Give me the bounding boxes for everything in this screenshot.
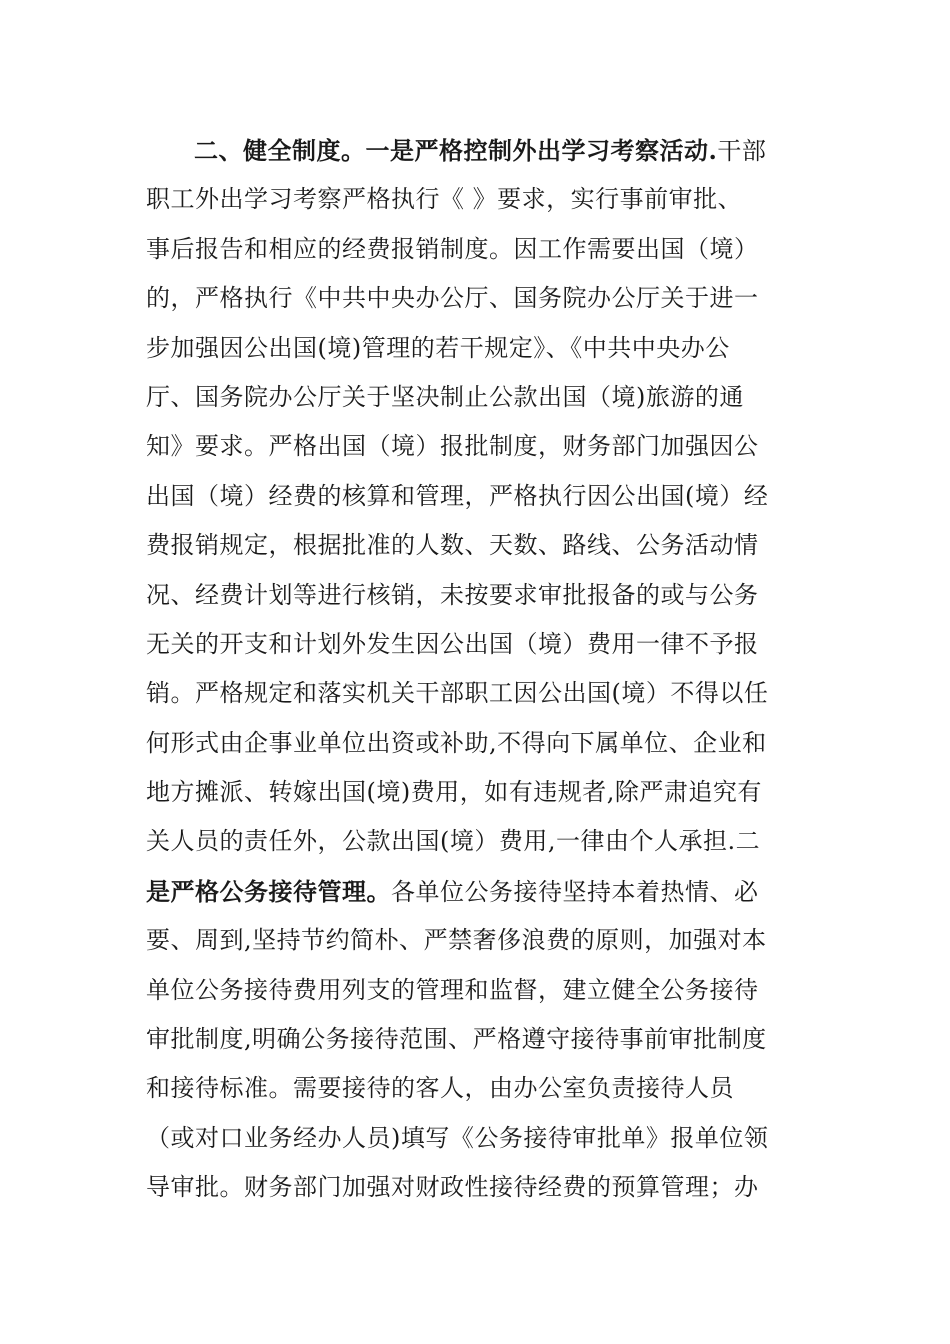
text-line (146, 1163, 806, 1212)
text-line (146, 175, 806, 224)
text-segment: 的，严格执行《中共中央办公厅、国务院办公厅关于进一 (146, 284, 759, 313)
text-line (146, 768, 806, 817)
text-segment: 费报销规定，根据批准的人数、天数、路线、公务活动情 (146, 531, 759, 560)
text-segment: 各单位公务接待坚持本着热情、必 (391, 877, 759, 906)
text-line (146, 373, 806, 422)
text-line (146, 126, 806, 175)
text-segment: 干部 (717, 137, 767, 165)
text-segment: 和接待标准。需要接待的客人，由办公室负责接待人员 (146, 1074, 734, 1103)
text-segment: 要、周到,坚持节约简朴、严禁奢侈浪费的原则，加强对本 (146, 926, 767, 955)
text-segment: 职工外出学习考察严格执行《 》要求，实行事前审批、 (146, 185, 743, 214)
text-segment: 步加强因公出国(境)管理的若干规定》、《中共中央办公 (146, 333, 730, 362)
text-segment: 出国（境）经费的核算和管理，严格执行因公出国(境）经 (146, 481, 769, 510)
text-segment: 知》要求。严格出国（境）报批制度，财务部门加强因公 (146, 432, 759, 461)
document-body (146, 126, 806, 1213)
text-segment: 事后报告和相应的经费报销制度。因工作需要出国（境） (146, 234, 759, 263)
text-line (146, 867, 806, 916)
text-line (146, 719, 806, 768)
text-line (146, 225, 806, 274)
section-heading: 二、健全制度。 (194, 136, 366, 165)
text-line (146, 966, 806, 1015)
text-line (146, 324, 806, 373)
text-segment: 销。严格规定和落实机关干部职工因公出国(境）不得以任 (146, 679, 769, 708)
text-line (146, 817, 806, 866)
text-segment: 厅、国务院办公厅关于坚决制止公款出国（境)旅游的通 (146, 382, 744, 411)
text-segment: 关人员的责任外，公款出国(境）费用,一律由个人承担.二 (146, 827, 761, 856)
text-line (146, 422, 806, 471)
text-line (146, 571, 806, 620)
text-line (146, 1015, 806, 1064)
text-line (146, 274, 806, 323)
text-line (146, 1064, 806, 1113)
text-line (146, 521, 806, 570)
text-line (146, 1114, 806, 1163)
text-line (146, 916, 806, 965)
text-segment: （或对口业务经办人员)填写《公务接待审批单》报单位领 (146, 1123, 769, 1152)
text-segment: 何形式由企事业单位出资或补助,不得向下属单位、企业和 (146, 728, 767, 757)
text-segment: 况、经费计划等进行核销，未按要求审批报备的或与公务 (146, 580, 759, 609)
text-line (146, 620, 806, 669)
text-segment: 导审批。财务部门加强对财政性接待经费的预算管理；办 (146, 1173, 759, 1202)
subsection-heading: 是严格公务接待管理。 (146, 876, 391, 906)
text-segment: 无关的开支和计划外发生因公出国（境）费用一律不予报 (146, 629, 759, 658)
subsection-heading: 一是严格控制外出学习考察活动. (365, 136, 718, 165)
text-segment: 单位公务接待费用列支的管理和监督，建立健全公务接待 (146, 975, 759, 1004)
text-line (146, 472, 806, 521)
text-segment: 地方摊派、转嫁出国(境)费用，如有违规者,除严肃追究有 (146, 778, 762, 807)
text-line (146, 669, 806, 718)
text-segment: 审批制度,明确公务接待范围、严格遵守接待事前审批制度 (146, 1025, 767, 1054)
